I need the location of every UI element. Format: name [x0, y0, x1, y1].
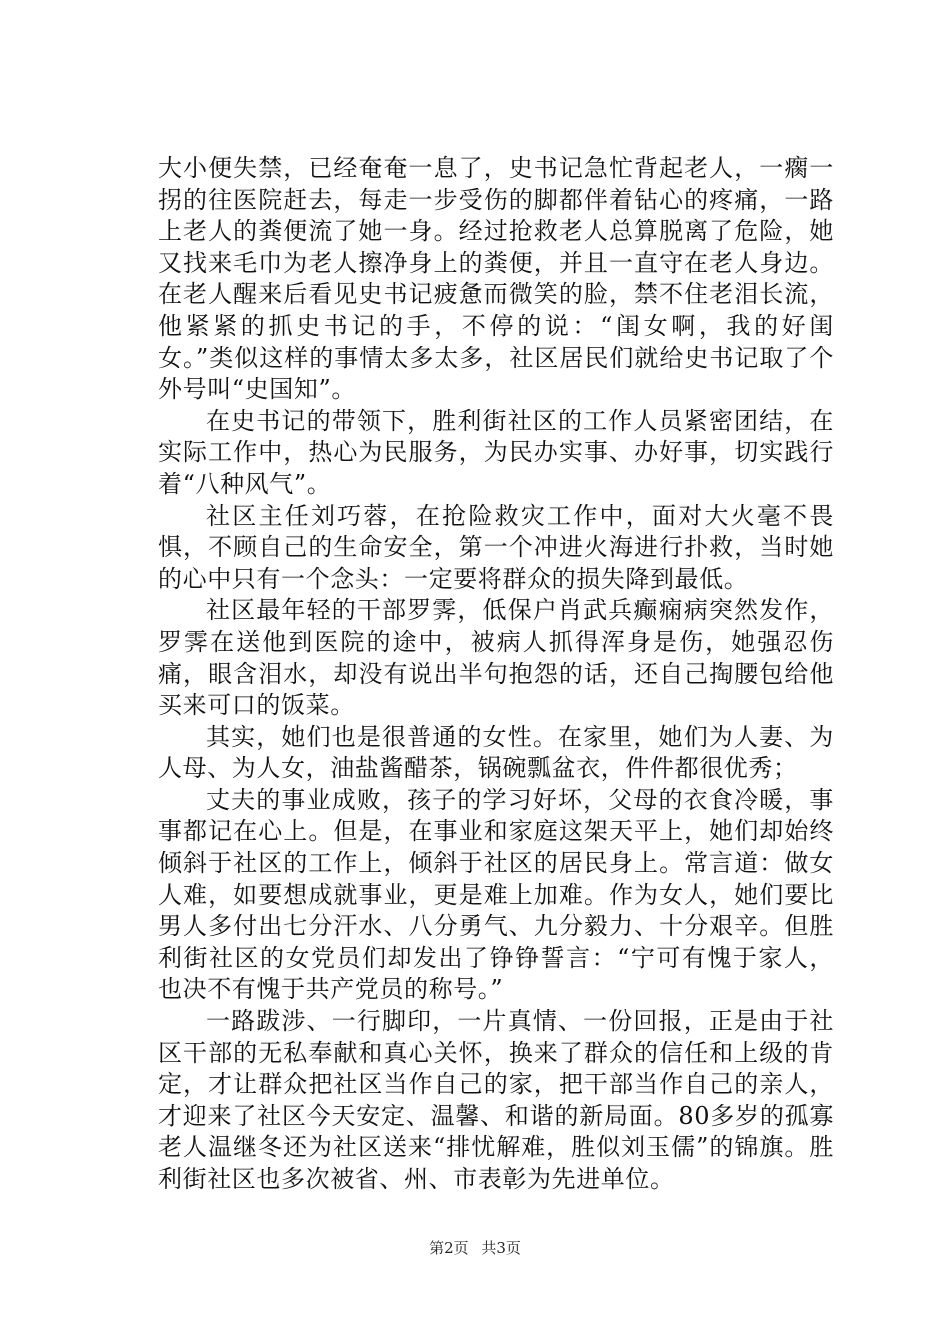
paragraph: 丈夫的事业成败，孩子的学习好坏，父母的衣食冷暖，事事都记在心上。但是，在事业和家庭这架天平上，她们却始终倾斜于社区的工作上，倾斜于社区的居民身上。常言道：做女人难，如要想成就事业，更是难上加难。作为女人，她们要比男人多付出七分汗水、八分勇气、九分毅力、十分艰辛。但胜利街社区的女党员们却发出了铮铮誓言：“宁可有愧于家人，也决不有愧于共产党员的称号。” — [158, 785, 834, 1004]
paragraph: 一路跋涉、一行脚印，一片真情、一份回报，正是由于社区干部的无私奉献和真心关怀，换来了群众的信任和上级的肯定，才让群众把社区当作自己的家，把干部当作自己的亲人，才迎来了社区今天安定、温馨、和谐的新局面。80多岁的孤寡老人温继冬还为社区送来“排忧解难，胜似刘玉儒”的锦旗。胜利街社区也多次被省、州、市表彰为先进单位。 — [158, 1007, 834, 1193]
paragraph: 其实，她们也是很普通的女性。在家里，她们为人妻、为人母、为人女，油盐酱醋茶，锅碗瓢盆衣，件件都很优秀； — [158, 722, 834, 783]
page-number: 第2页 — [429, 1239, 469, 1257]
document-body — [158, 153, 834, 1196]
paragraph: 社区主任刘巧蓉，在抢险救灾工作中，面对大火毫不畏惧，不顾自己的生命安全，第一个冲进火海进行扑救，当时她的心中只有一个念头：一定要将群众的损失降到最低。 — [158, 501, 834, 593]
paragraph: 大小便失禁，已经奄奄一息了，史书记急忙背起老人，一瘸一拐的往医院赶去，每走一步受伤的脚都伴着钻心的疼痛，一路上老人的粪便流了她一身。经过抢救老人总算脱离了危险，她又找来毛巾为老人擦净身上的粪便，并且一直守在老人身边。在老人醒来后看见史书记疲惫而微笑的脸，禁不住老泪长流，他紧紧的抓史书记的手，不停的说：“闺女啊，我的好闺女。”类似这样的事情太多太多，社区居民们就给史书记取了个外号叫“史国知”。 — [158, 154, 834, 404]
page-total: 共3页 — [481, 1239, 521, 1257]
paragraph: 社区最年轻的干部罗霁，低保户肖武兵癫痫病突然发作，罗霁在送他到医院的途中，被病人抓得浑身是伤，她强忍伤痛，眼含泪水，却没有说出半句抱怨的话，还自己掏腰包给他买来可口的饭菜。 — [158, 596, 834, 720]
page-footer — [0, 1238, 950, 1258]
paragraph: 在史书记的带领下，胜利街社区的工作人员紧密团结，在实际工作中，热心为民服务，为民办实事、办好事，切实践行着“八种风气”。 — [158, 406, 834, 498]
